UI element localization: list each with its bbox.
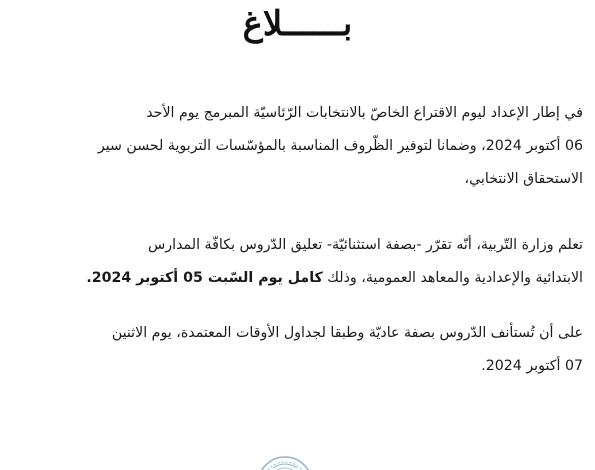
intro-line-2: 06 أكتوبر 2024، وضمانا لتوفير الظّروف المناسبة بالمؤسّسات التربوية لحسن سير <box>97 138 583 154</box>
decision-paragraph <box>12 229 583 295</box>
decision-line-1: تعلم وزارة التّربية، أنّه تقرّر -بصفة استثنائيّة- تعليق الدّروس بكافّة المدارس <box>147 237 583 253</box>
resume-line-1: على أن تُستأنف الدّروس بصفة عاديّة وطبقا لجداول الأوقات المعتمدة، يوم الاثنين <box>111 325 583 341</box>
resume-line-2: 07 أكتوبر 2024. <box>481 358 583 374</box>
intro-line-1: في إطار الإعداد ليوم الاقتراع الخاصّ بالانتخابات الرّئاسيّة المبرمج يوم الأحد <box>146 105 583 121</box>
intro-paragraph <box>12 97 583 196</box>
resume-paragraph <box>12 317 583 383</box>
decision-line-2 <box>12 262 583 295</box>
official-seal-icon <box>255 454 315 470</box>
intro-line-3: الاستحقاق الانتخابي، <box>464 171 583 187</box>
decision-line-2-text: الابتدائية والإعدادية والمعاهد العمومية، وذلك <box>322 270 583 286</box>
suspension-date-bold: كامل يوم السّبت 05 أكتوبر 2024. <box>86 270 323 286</box>
announcement-title: بــــــلاغ <box>242 4 353 44</box>
